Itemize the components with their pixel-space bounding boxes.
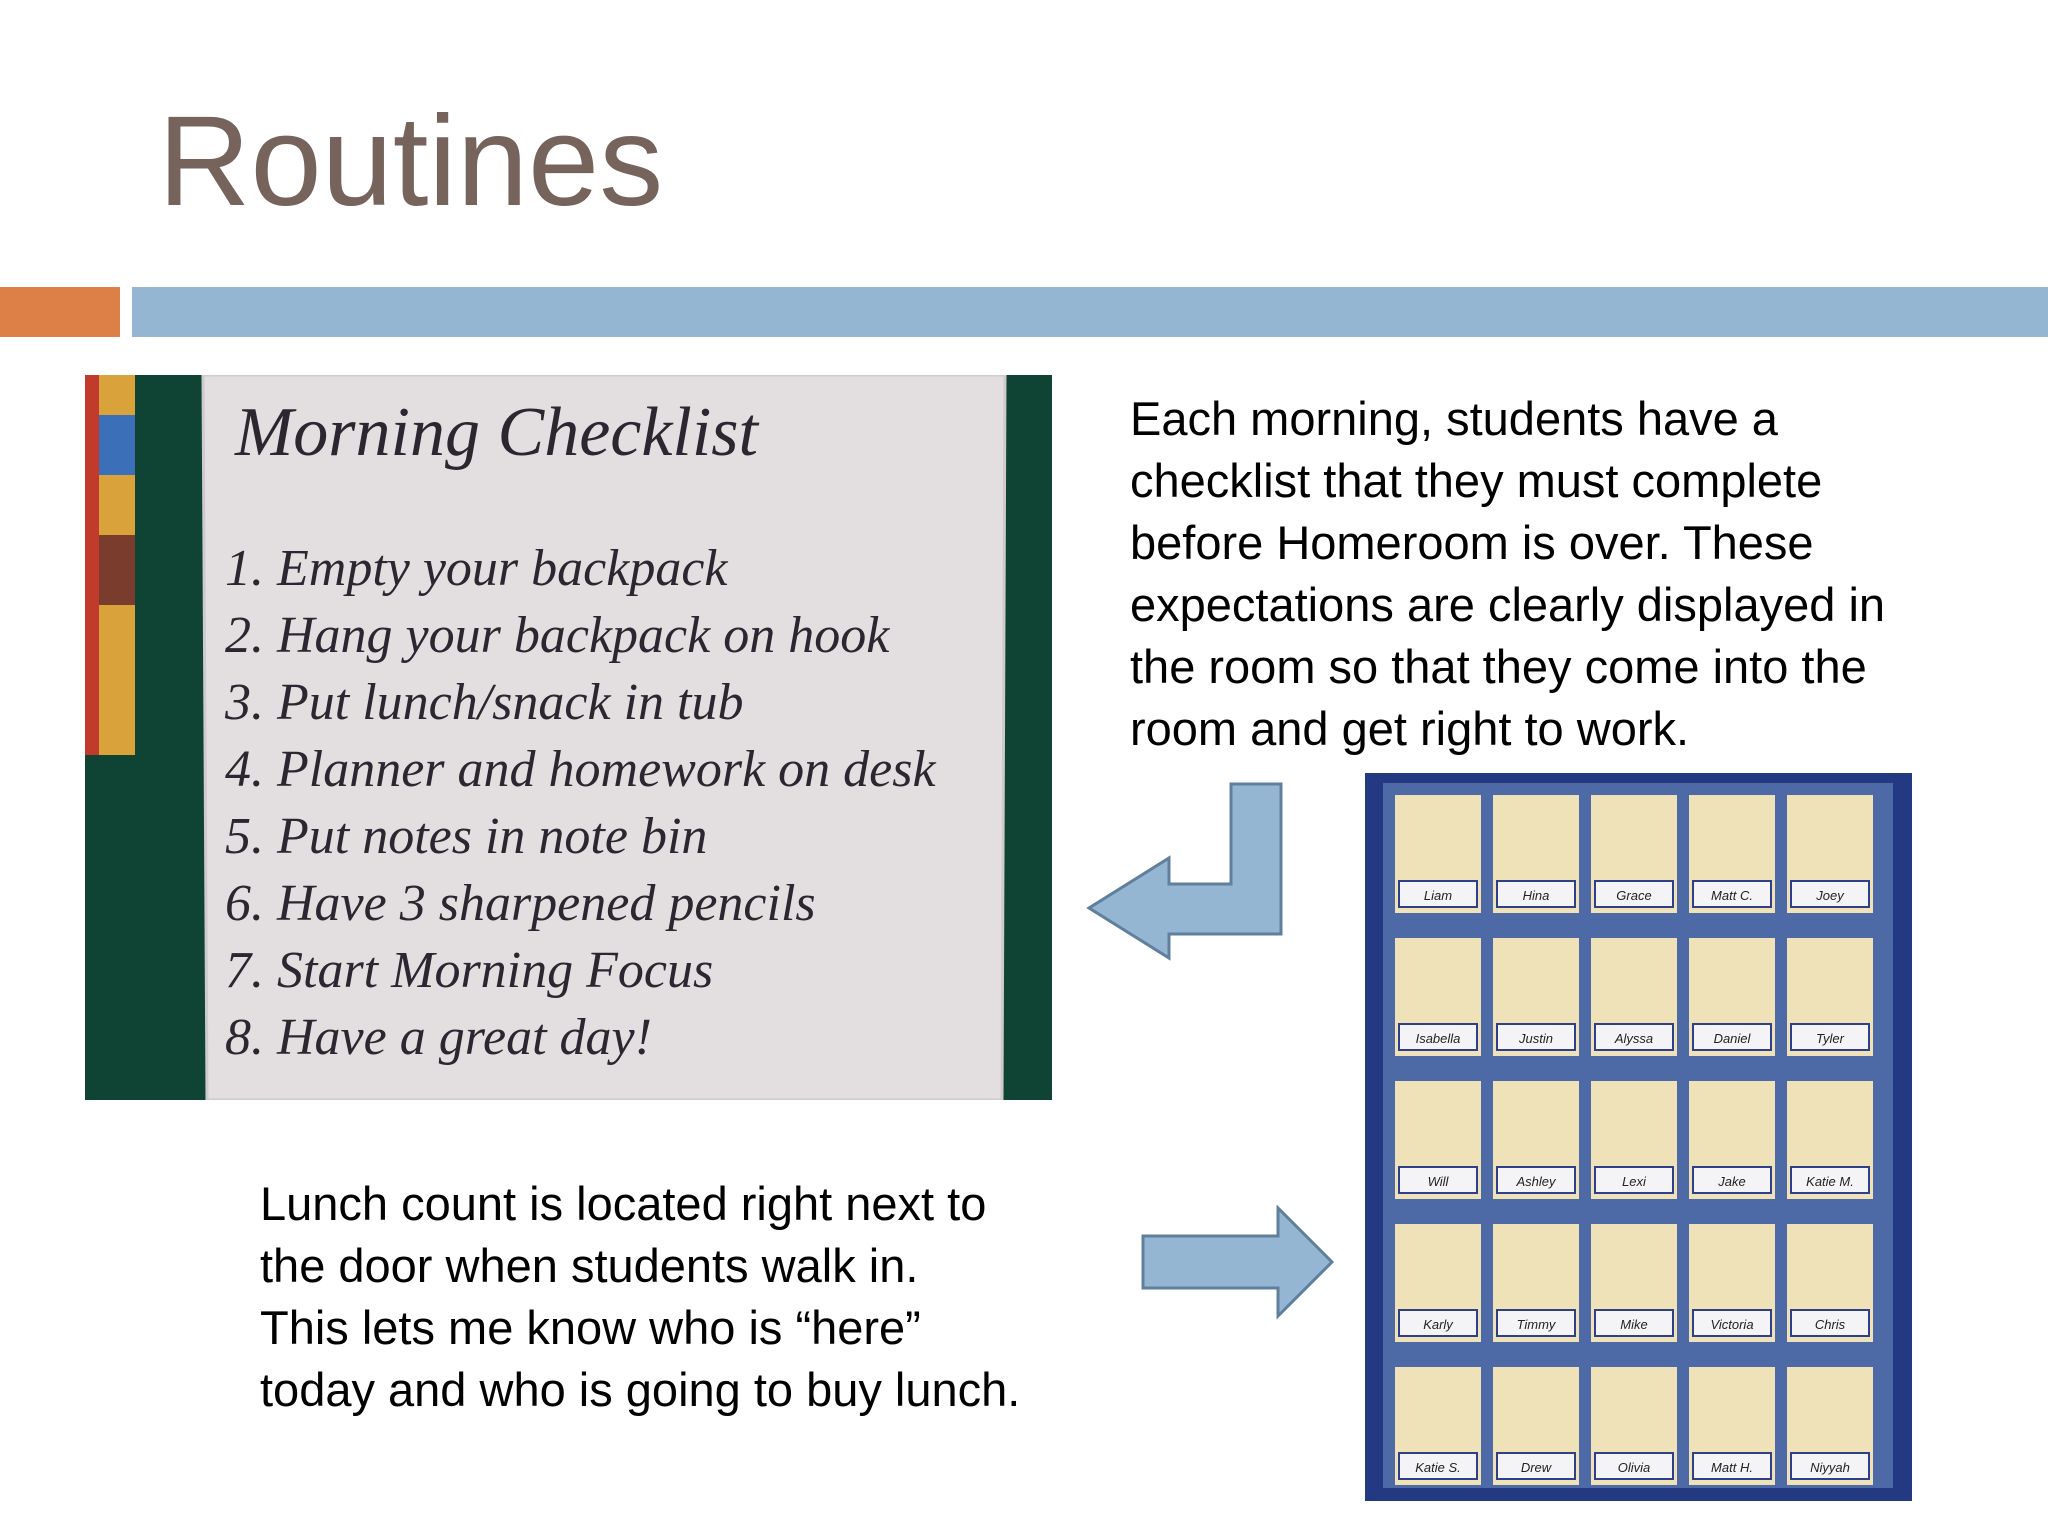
checklist-item: 3. Put lunch/snack in tub <box>225 674 744 731</box>
text-line: This lets me know who is “here” <box>260 1301 921 1354</box>
morning-checklist-photo <box>85 375 1052 1100</box>
student-name: Drew <box>1520 1460 1552 1475</box>
student-name: Ashley <box>1516 1174 1556 1189</box>
student-name: Jake <box>1718 1174 1746 1189</box>
checklist-item: 1. Empty your backpack <box>225 540 728 597</box>
bent-arrow-left-icon <box>1085 780 1285 965</box>
student-name: Karly <box>1423 1317 1453 1332</box>
student-name: Matt C. <box>1711 888 1753 903</box>
checklist-item: 2. Hang your backpack on hook <box>225 607 890 664</box>
title-accent-bar-orange <box>0 287 120 337</box>
student-name: Justin <box>1519 1031 1553 1046</box>
student-name: Chris <box>1814 1317 1846 1332</box>
text-line: the room so that they come into the <box>1130 640 1867 693</box>
student-name: Matt H. <box>1711 1460 1753 1475</box>
student-name: Tyler <box>1816 1031 1844 1046</box>
poster-edge-stripe <box>85 375 99 755</box>
arrow-right-shape <box>1143 1208 1332 1316</box>
student-name: Hina <box>1522 888 1550 903</box>
student-name: Mike <box>1620 1317 1648 1332</box>
lunch-count-board-photo <box>1365 773 1912 1501</box>
text-line: Lunch count is located right next to <box>260 1177 987 1230</box>
student-name: Lexi <box>1622 1174 1646 1189</box>
text-line: before Homeroom is over. These <box>1130 516 1814 569</box>
student-name: Olivia <box>1617 1460 1651 1475</box>
student-name: Grace <box>1616 888 1652 903</box>
text-line: expectations are clearly displayed in <box>1130 578 1886 631</box>
bent-arrow-shape <box>1089 784 1281 958</box>
arrow-right-icon <box>1140 1205 1340 1320</box>
student-name: Alyssa <box>1614 1031 1654 1046</box>
student-name: Katie S. <box>1415 1460 1461 1475</box>
student-name: Niyyah <box>1810 1460 1850 1475</box>
text-line: room and get right to work. <box>1130 702 1690 755</box>
title-accent-bar-blue <box>132 287 2048 337</box>
text-line: checklist that they must complete <box>1130 454 1823 507</box>
student-name: Timmy <box>1516 1317 1556 1332</box>
student-name: Daniel <box>1713 1031 1751 1046</box>
lunch-count-board-illustration <box>1365 773 1912 1501</box>
checklist-item: 8. Have a great day! <box>225 1009 652 1066</box>
morning-checklist-description <box>1130 388 1885 760</box>
student-name: Isabella <box>1415 1031 1461 1046</box>
checklist-item: 4. Planner and homework on desk <box>225 741 936 798</box>
poster-edge-block <box>99 535 135 605</box>
student-name: Victoria <box>1710 1317 1754 1332</box>
checklist-items <box>225 535 936 1071</box>
checklist-heading: Morning Checklist <box>235 394 758 471</box>
text-line: today and who is going to buy lunch. <box>260 1363 1021 1416</box>
poster-edge-block <box>99 415 135 475</box>
text-line: the door when students walk in. <box>260 1239 919 1292</box>
student-name: Katie M. <box>1806 1174 1854 1189</box>
slide-title: Routines <box>158 90 664 233</box>
text-line: Each morning, students have a <box>1130 392 1778 445</box>
student-name: Will <box>1427 1174 1449 1189</box>
lunch-count-description <box>260 1173 1020 1421</box>
student-name: Joey <box>1816 888 1844 903</box>
board-pockets <box>1395 795 1873 1485</box>
checklist-item: 7. Start Morning Focus <box>225 942 714 999</box>
checklist-item: 6. Have 3 sharpened pencils <box>225 875 816 932</box>
student-name: Liam <box>1423 888 1453 903</box>
checklist-item: 5. Put notes in note bin <box>225 808 708 865</box>
